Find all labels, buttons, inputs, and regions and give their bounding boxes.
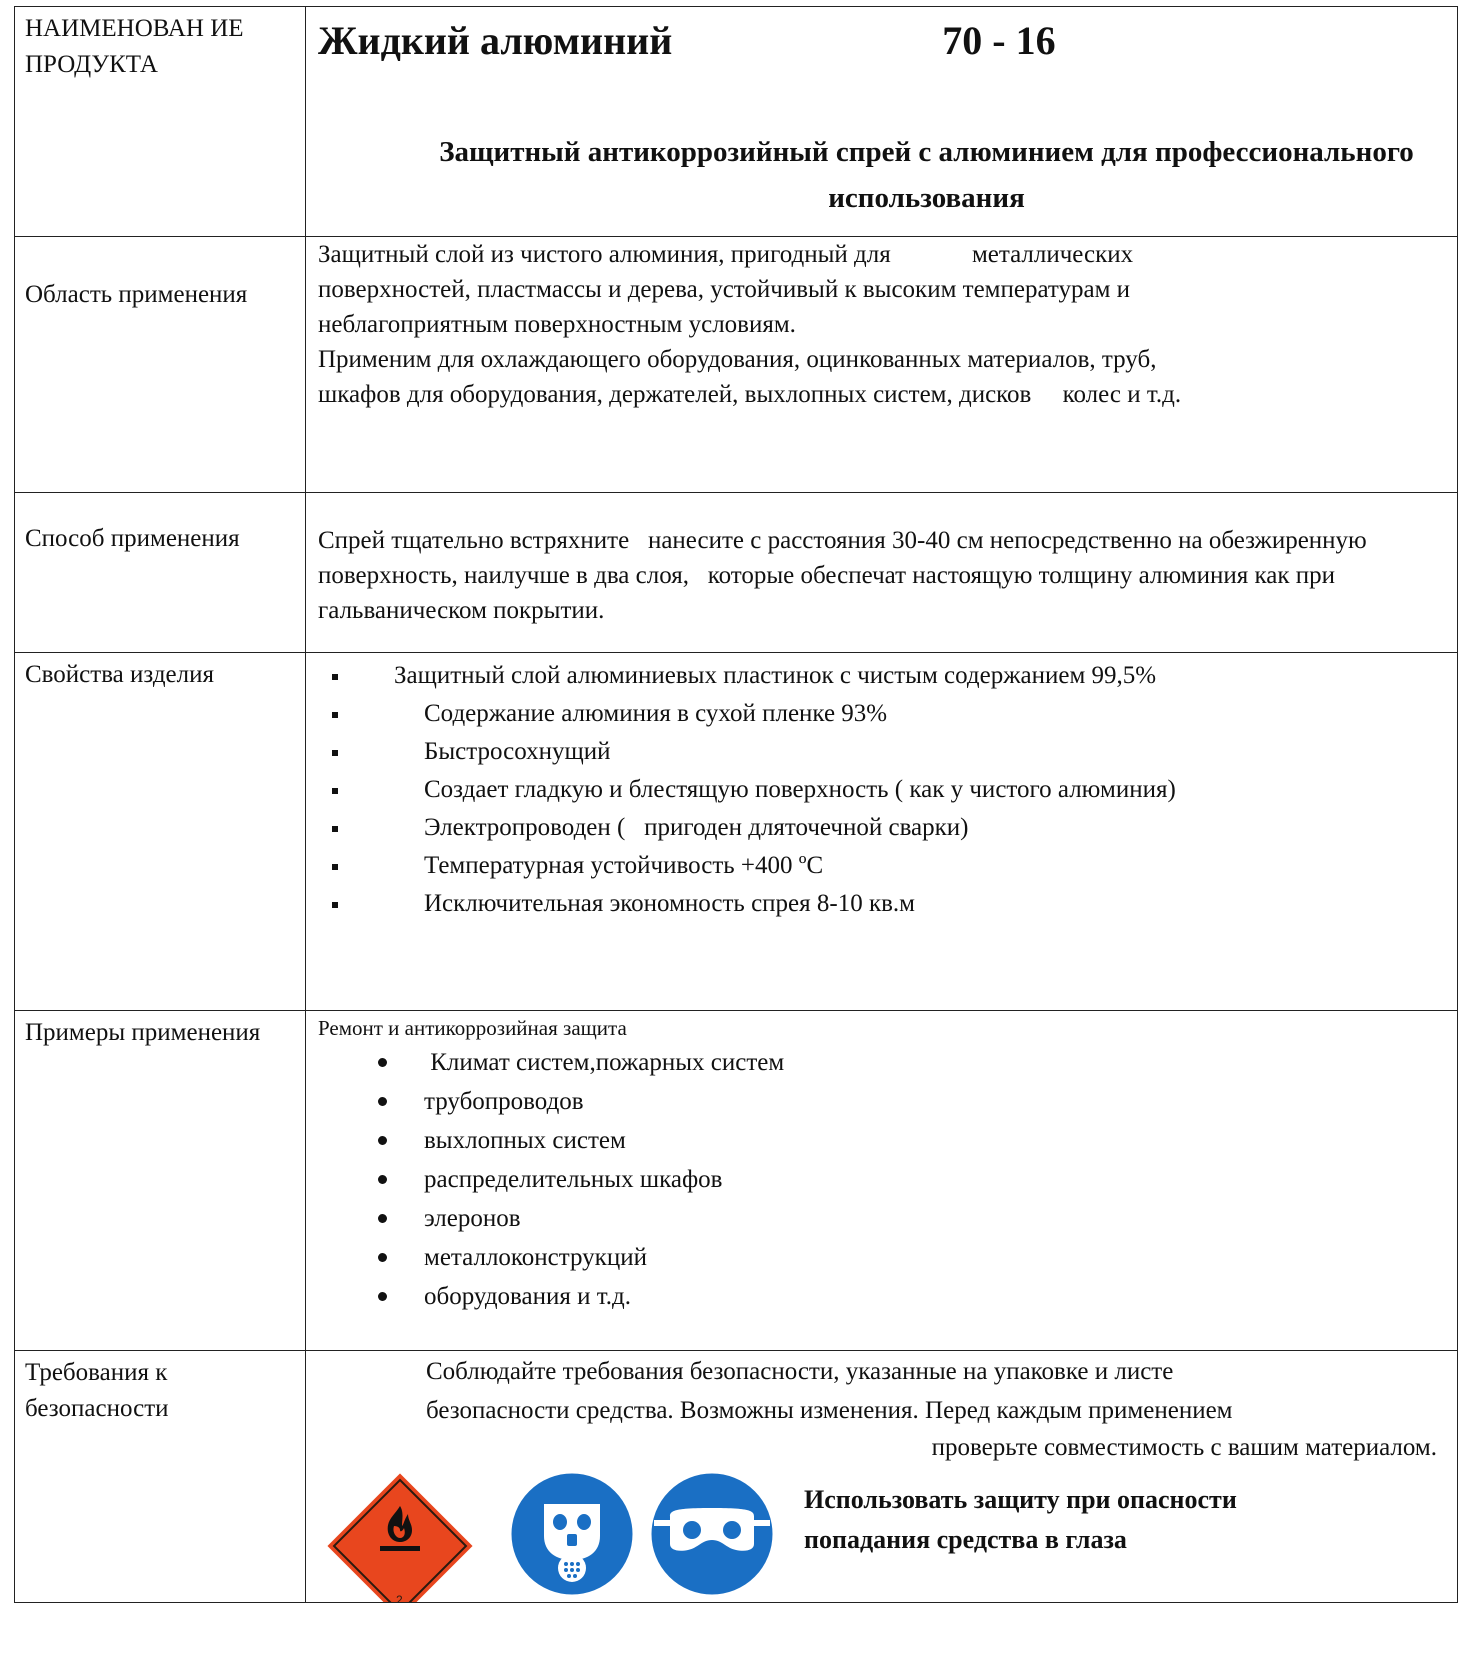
- list-item: выхлопных систем: [318, 1121, 1445, 1160]
- respirator-icon: [508, 1470, 636, 1598]
- safety-line: Соблюдайте требования безопасности, указанные на упаковке и листе: [426, 1358, 1174, 1385]
- product-code: 70 - 16: [942, 18, 1056, 63]
- ghs-class-number: 2: [396, 1593, 403, 1607]
- label-properties: Свойства изделия: [15, 653, 306, 1011]
- properties-cell: [306, 653, 1458, 1011]
- list-item: Содержание алюминия в сухой пленке 93%: [318, 695, 1445, 733]
- list-item: оборудования и т.д.: [318, 1277, 1445, 1316]
- row-examples: [15, 1011, 1458, 1351]
- examples-list: [318, 1043, 1445, 1316]
- list-item: металлоконструкций: [318, 1238, 1445, 1277]
- label-product-name: НАИМЕНОВАН ИЕ ПРОДУКТА: [15, 7, 306, 237]
- safety-line: проверьте совместимость с вашим материалом.: [931, 1434, 1437, 1461]
- label-area: Область применения: [15, 237, 306, 493]
- list-item: трубопроводов: [318, 1082, 1445, 1121]
- row-properties: [15, 653, 1458, 1011]
- row-area: [15, 237, 1458, 493]
- caption-line: попадания средства в глаза: [804, 1525, 1127, 1554]
- flammable-gas-icon: [324, 1470, 476, 1607]
- safety-cell: [306, 1351, 1458, 1607]
- protection-caption: [804, 1480, 1237, 1560]
- row-product-name: [15, 7, 1458, 237]
- label-method: Способ применения: [15, 493, 306, 653]
- area-line: неблагоприятным поверхностным условиям.: [318, 311, 796, 338]
- list-item: Исключительная экономность спрея 8-10 кв.м: [318, 885, 1445, 923]
- title-line: [318, 13, 1445, 69]
- examples-intro: Ремонт и антикоррозийная защита: [318, 1016, 627, 1040]
- list-item: Защитный слой алюминиевых пластинок с чистым содержанием 99,5%: [318, 657, 1445, 695]
- list-item: Создает гладкую и блестящую поверхность ( как у чистого алюминия): [318, 771, 1445, 809]
- product-title: Жидкий алюминий: [318, 18, 673, 63]
- product-table: [14, 6, 1458, 1607]
- area-text: [306, 237, 1458, 493]
- label-safety: Требования к безопасности: [15, 1351, 306, 1603]
- safety-pictograms: [318, 1466, 1445, 1607]
- title-cell: [306, 7, 1458, 237]
- product-subtitle: Защитный антикоррозийный спрей с алюминием для профессионального использования: [439, 136, 1414, 214]
- properties-list: [318, 657, 1445, 923]
- product-sheet: [14, 6, 1458, 1607]
- safety-goggles-icon: [648, 1470, 776, 1598]
- examples-cell: [306, 1011, 1458, 1351]
- list-item: элеронов: [318, 1199, 1445, 1238]
- safety-line: безопасности средства. Возможны изменения. Перед каждым применением: [426, 1397, 1233, 1424]
- area-line: Защитный слой из чистого алюминия, пригодный для металлических: [318, 241, 1134, 268]
- row-method: [15, 493, 1458, 653]
- list-item: Температурная устойчивость +400 ºC: [318, 847, 1445, 885]
- list-item: распределительных шкафов: [318, 1160, 1445, 1199]
- list-item: Климат систем,пожарных систем: [318, 1043, 1445, 1082]
- list-item: Электропроводен ( пригоден дляточечной сварки): [318, 809, 1445, 847]
- area-line: поверхностей, пластмассы и дерева, устойчивый к высоким температурам и: [318, 276, 1131, 303]
- area-line: шкафов для оборудования, держателей, выхлопных систем, дисков колес и т.д.: [318, 381, 1182, 408]
- row-safety: [15, 1351, 1458, 1603]
- caption-line: Использовать защиту при опасности: [804, 1485, 1237, 1514]
- list-item: Быстросохнущий: [318, 733, 1445, 771]
- area-line: Применим для охлаждающего оборудования, оцинкованных материалов, труб,: [318, 346, 1157, 373]
- label-examples: Примеры применения: [15, 1011, 306, 1351]
- method-text: Спрей тщательно встряхните нанесите с расстояния 30-40 см непосредственно на обезжиренную поверхность, наилучше в два слоя, которые обеспечат настоящую толщину алюминия как при гальваническом покрытии.: [306, 493, 1458, 653]
